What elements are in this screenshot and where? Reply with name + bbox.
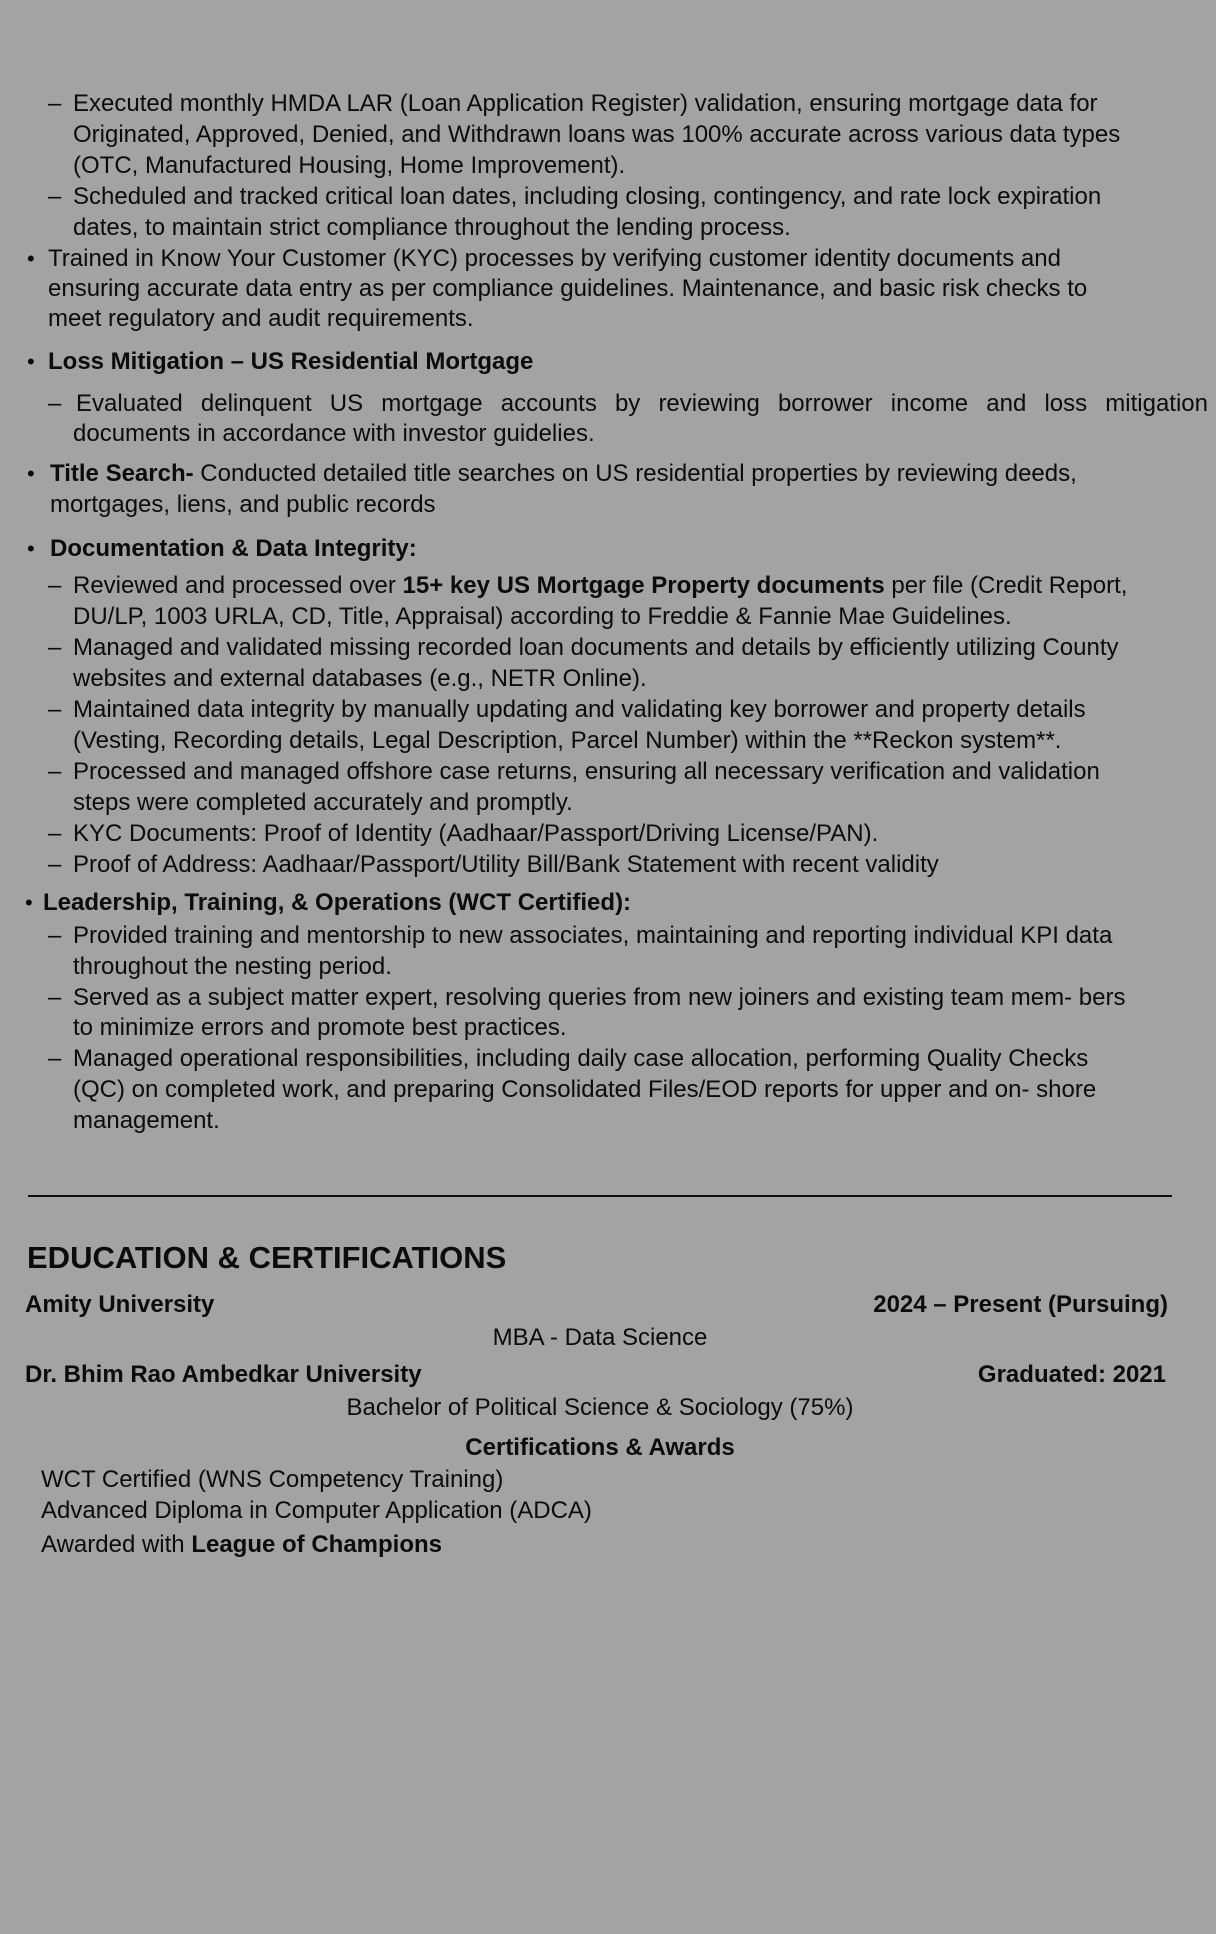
dash-marker: – xyxy=(48,922,62,949)
school-ambedkar-dates: Graduated: 2021 xyxy=(977,1361,1166,1388)
school-ambedkar: Dr. Bhim Rao Ambedkar University xyxy=(25,1361,422,1388)
bullet-marker: • xyxy=(25,890,33,915)
dash-marker: – xyxy=(48,1045,62,1072)
section-divider xyxy=(28,1195,1172,1197)
certifications-heading: Certifications & Awards xyxy=(465,1434,735,1461)
schedule-line-1: Scheduled and tracked critical loan dates, including closing, contingency, and rate lock expiration xyxy=(73,183,1102,210)
award-prefix: Awarded with xyxy=(41,1531,192,1558)
doc5-line: KYC Documents: Proof of Identity (Aadhaar/Passport/Driving License/PAN). xyxy=(73,820,879,847)
cert-wct: WCT Certified (WNS Competency Training) xyxy=(41,1466,504,1493)
dash-marker: – xyxy=(48,984,62,1011)
leadership-heading: Leadership, Training, & Operations (WCT Certified): xyxy=(43,889,632,916)
dash-marker: – xyxy=(48,696,62,723)
doc1-bold: 15+ key US Mortgage Property documents xyxy=(402,572,885,599)
doc1-post: per file (Credit Report, xyxy=(884,572,1128,599)
doc1-line-1 xyxy=(73,571,1127,601)
bullet-marker: • xyxy=(27,349,35,374)
loss-line-1: Evaluated delinquent US mortgage accounts by reviewing borrower income and loss mitigation xyxy=(76,390,1208,417)
dash-marker: – xyxy=(48,390,62,417)
cert-adca: Advanced Diploma in Computer Application (ADCA) xyxy=(41,1497,592,1524)
doc1-line-2: DU/LP, 1003 URLA, CD, Title, Appraisal) according to Freddie & Fannie Mae Guidelines. xyxy=(73,603,1012,630)
loss-line-2: documents in accordance with investor guidelies. xyxy=(73,420,595,447)
title-search-label: Title Search- xyxy=(50,460,194,487)
school-amity: Amity University xyxy=(25,1291,215,1318)
doc4-line-2: steps were completed accurately and promptly. xyxy=(73,789,573,816)
title-search-line-1 xyxy=(50,459,1077,489)
dash-marker: – xyxy=(48,820,62,847)
dash-marker: – xyxy=(48,758,62,785)
bullet-marker: • xyxy=(27,461,35,486)
lead2-line-1: Served as a subject matter expert, resolving queries from new joiners and existing team mem- bers xyxy=(73,984,1126,1011)
lead1-line-1: Provided training and mentorship to new associates, maintaining and reporting individual KPI data xyxy=(73,922,1113,949)
documentation-heading: Documentation & Data Integrity: xyxy=(50,535,417,562)
bullet-marker: • xyxy=(27,536,35,561)
loss-mitigation-heading: Loss Mitigation – US Residential Mortgage xyxy=(48,348,534,375)
school-amity-degree: MBA - Data Science xyxy=(492,1324,708,1351)
dash-marker: – xyxy=(48,183,62,210)
lead3-line-2: (QC) on completed work, and preparing Consolidated Files/EOD reports for upper and on- shore xyxy=(73,1076,1097,1103)
school-ambedkar-degree: Bachelor of Political Science & Sociology (75%) xyxy=(346,1394,854,1421)
doc6-line: Proof of Address: Aadhaar/Passport/Utility Bill/Bank Statement with recent validity xyxy=(73,851,939,878)
dash-marker: – xyxy=(48,851,62,878)
hmda-line-3: (OTC, Manufactured Housing, Home Improvement). xyxy=(73,152,626,179)
dash-marker: – xyxy=(48,90,62,117)
award-line xyxy=(41,1530,442,1560)
doc1-pre: Reviewed and processed over xyxy=(73,572,403,599)
lead3-line-3: management. xyxy=(73,1107,220,1134)
award-name: League of Champions xyxy=(191,1531,442,1558)
schedule-line-2: dates, to maintain strict compliance throughout the lending process. xyxy=(73,214,791,241)
kyc-line-2: ensuring accurate data entry as per compliance guidelines. Maintenance, and basic risk checks to xyxy=(48,275,1088,302)
lead1-line-2: throughout the nesting period. xyxy=(73,953,392,980)
school-amity-dates: 2024 – Present (Pursuing) xyxy=(873,1291,1168,1318)
kyc-line-3: meet regulatory and audit requirements. xyxy=(48,305,474,332)
doc3-line-2: (Vesting, Recording details, Legal Description, Parcel Number) within the **Reckon system**. xyxy=(73,727,1062,754)
dash-marker: – xyxy=(48,572,62,599)
hmda-line-2: Originated, Approved, Denied, and Withdrawn loans was 100% accurate across various data types xyxy=(73,121,1121,148)
title-search-text: Conducted detailed title searches on US residential properties by reviewing deeds, xyxy=(193,460,1077,487)
kyc-line-1: Trained in Know Your Customer (KYC) processes by verifying customer identity documents and xyxy=(48,245,1061,272)
doc4-line-1: Processed and managed offshore case returns, ensuring all necessary verification and validation xyxy=(73,758,1100,785)
dash-marker: – xyxy=(48,634,62,661)
bullet-marker: • xyxy=(27,246,35,271)
education-heading: EDUCATION & CERTIFICATIONS xyxy=(27,1240,507,1275)
doc2-line-2: websites and external databases (e.g., NETR Online). xyxy=(73,665,647,692)
title-search-line-2: mortgages, liens, and public records xyxy=(50,491,436,518)
lead2-line-2: to minimize errors and promote best practices. xyxy=(73,1014,567,1041)
doc2-line-1: Managed and validated missing recorded loan documents and details by efficiently utilizing County xyxy=(73,634,1119,661)
lead3-line-1: Managed operational responsibilities, including daily case allocation, performing Quality Checks xyxy=(73,1045,1089,1072)
hmda-line-1: Executed monthly HMDA LAR (Loan Application Register) validation, ensuring mortgage data for xyxy=(73,90,1098,117)
doc3-line-1: Maintained data integrity by manually updating and validating key borrower and property details xyxy=(73,696,1086,723)
